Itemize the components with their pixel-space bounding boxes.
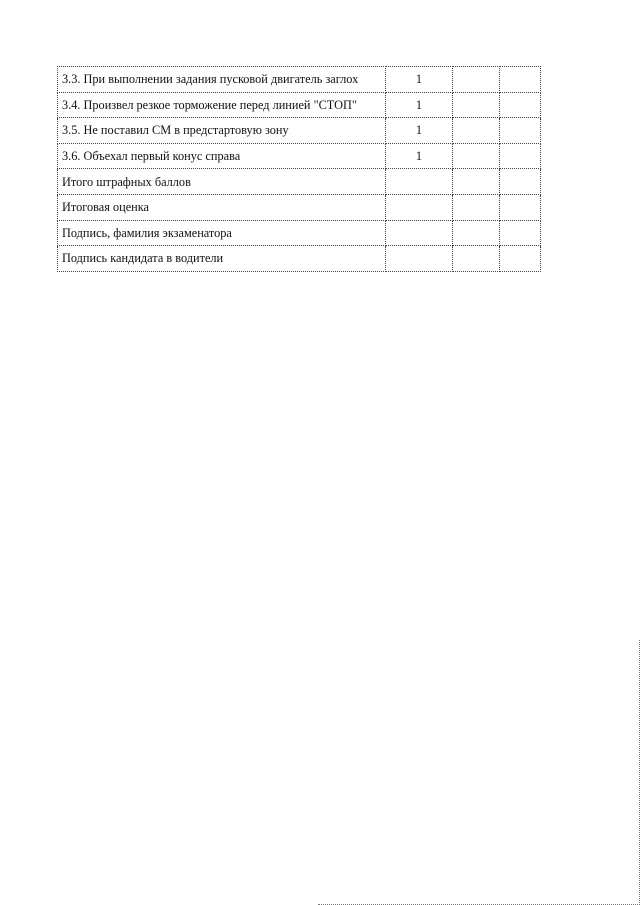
row-description: Подпись кандидата в водители	[58, 246, 386, 272]
penalty-points-cell	[386, 194, 453, 220]
row-description: 3.6. Объехал первый конус справа	[58, 143, 386, 169]
table-row	[58, 194, 541, 220]
penalty-points-cell	[386, 220, 453, 246]
empty-cell	[453, 143, 500, 169]
row-description: Итоговая оценка	[58, 194, 386, 220]
empty-cell	[500, 169, 541, 195]
row-description: 3.3. При выполнении задания пусковой двигатель заглох	[58, 67, 386, 93]
row-description: 3.5. Не поставил СМ в предстартовую зону	[58, 118, 386, 144]
empty-cell	[453, 67, 500, 93]
empty-cell	[500, 194, 541, 220]
empty-cell	[500, 92, 541, 118]
table-row	[58, 246, 541, 272]
penalty-points-cell	[386, 169, 453, 195]
penalty-points-cell	[386, 246, 453, 272]
penalty-points-cell: 1	[386, 118, 453, 144]
empty-cell	[453, 169, 500, 195]
empty-cell	[500, 220, 541, 246]
empty-cell	[453, 246, 500, 272]
empty-cell	[500, 118, 541, 144]
empty-cell	[500, 143, 541, 169]
table-row	[58, 220, 541, 246]
penalty-points-cell: 1	[386, 67, 453, 93]
empty-cell	[453, 118, 500, 144]
penalty-points-cell: 1	[386, 92, 453, 118]
table-row	[58, 92, 541, 118]
table-row	[58, 118, 541, 144]
table-row	[58, 67, 541, 93]
table-row	[58, 169, 541, 195]
row-description: 3.4. Произвел резкое торможение перед линией "СТОП"	[58, 92, 386, 118]
penalty-points-cell: 1	[386, 143, 453, 169]
empty-cell	[453, 220, 500, 246]
empty-cell	[500, 246, 541, 272]
empty-cell	[500, 67, 541, 93]
empty-cell	[453, 92, 500, 118]
exam-score-table	[57, 66, 541, 272]
table-row	[58, 143, 541, 169]
row-description: Итого штрафных баллов	[58, 169, 386, 195]
row-description: Подпись, фамилия экзаменатора	[58, 220, 386, 246]
empty-cell	[453, 194, 500, 220]
